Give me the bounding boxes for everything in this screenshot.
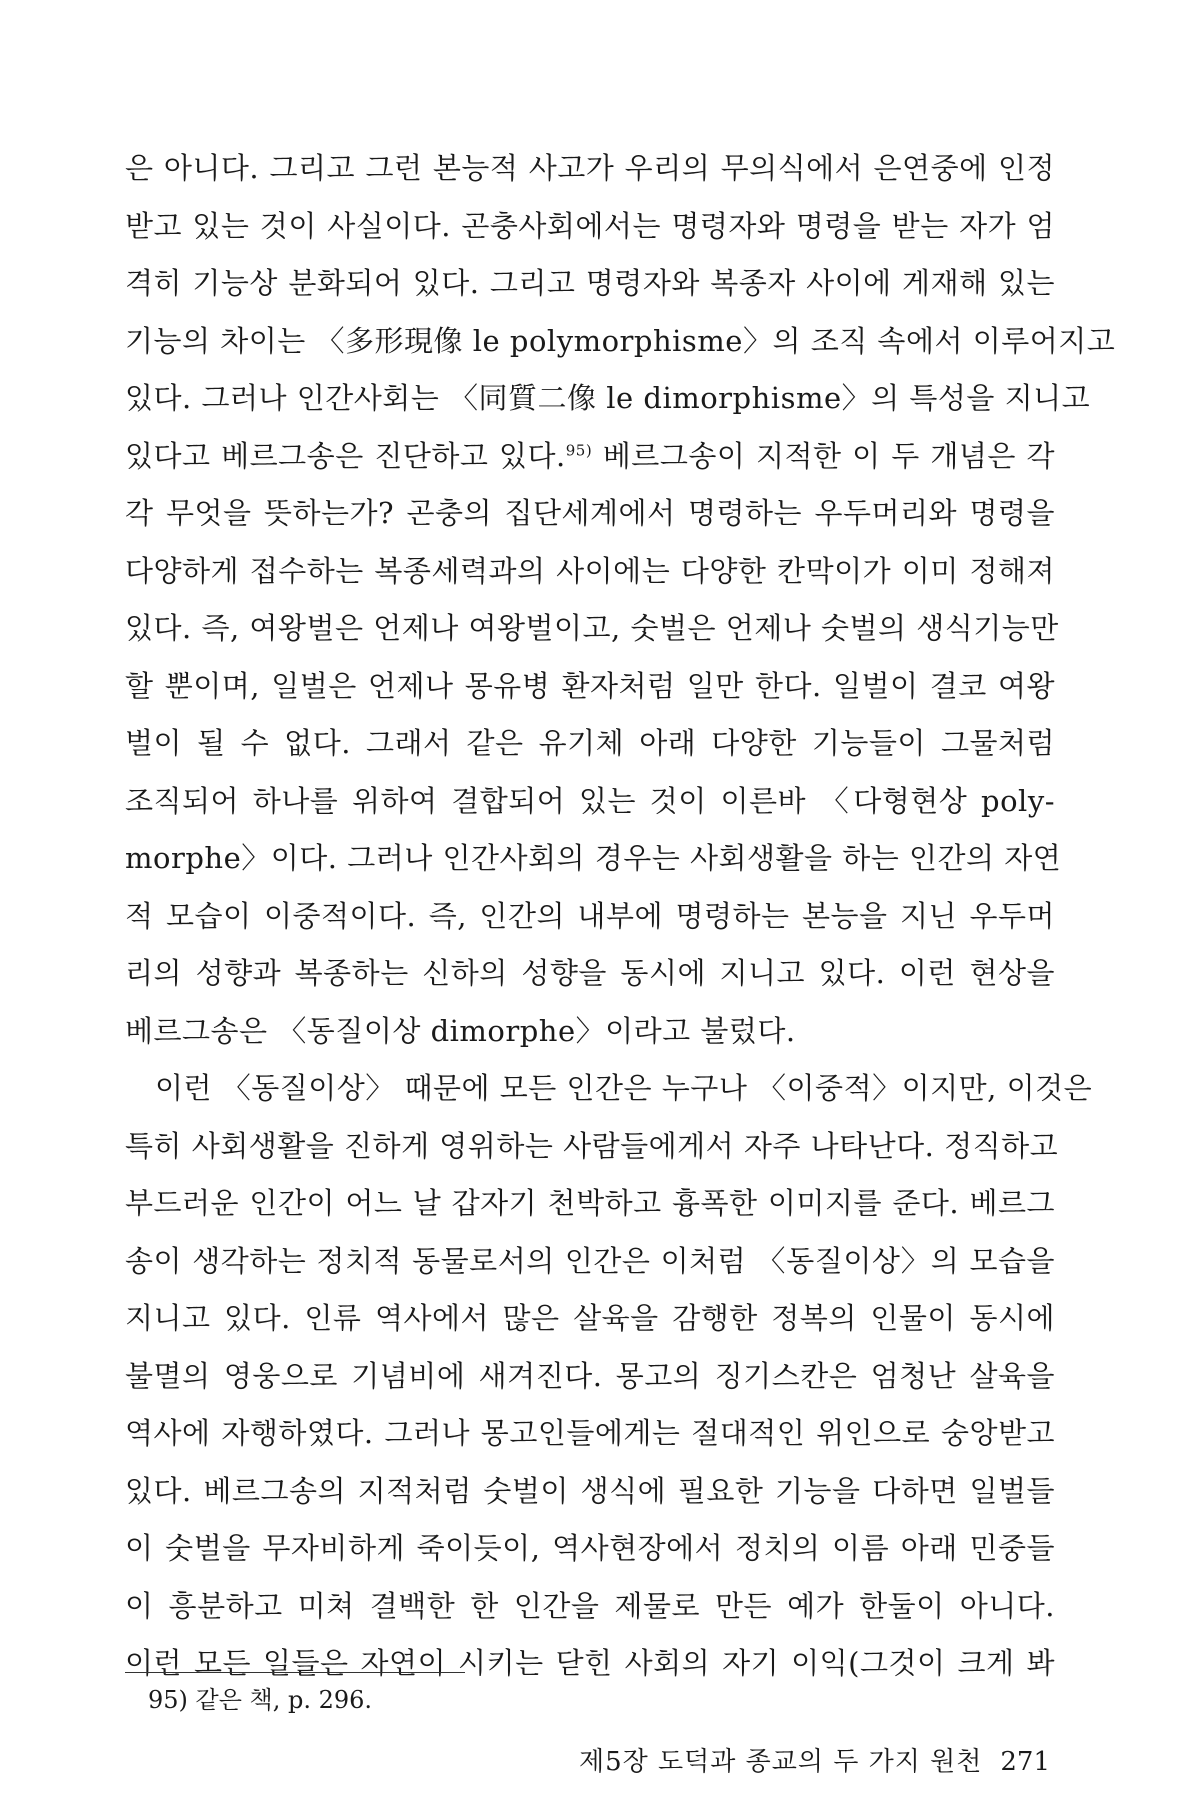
text-line: 이 흥분하고 미쳐 결백한 한 인간을 제물로 만든 예가 한둘이 아니다. [125, 1588, 1055, 1623]
running-footer [0, 1742, 1050, 1782]
text-line-with-footnote-ref [125, 428, 1055, 486]
text-line: 송이 생각하는 정치적 동물로서의 인간은 이처럼 〈동질이상〉의 모습을 [125, 1243, 1055, 1278]
body-text [125, 140, 1116, 1693]
text-line: 벌이 될 수 없다. 그래서 같은 유기체 아래 다양한 기능들이 그물처럼 [125, 726, 1055, 760]
text-segment: 있다고 베르그송은 진단하고 있다. [125, 438, 566, 473]
text-line: 지니고 있다. 인류 역사에서 많은 살육을 감행한 정복의 인물이 동시에 [125, 1301, 1055, 1335]
paragraph-first-line: 이런 〈동질이상〉 때문에 모든 인간은 누구나 〈이중적〉이지만, 이것은 [155, 1071, 1093, 1105]
text-line: 특히 사회생활을 진하게 영위하는 사람들에게서 자주 나타난다. 정직하고 [125, 1128, 1059, 1163]
page-number: 271 [1000, 1747, 1050, 1777]
text-line: 다양하게 접수하는 복종세력과의 사이에는 다양한 칸막이가 이미 정해져 [125, 553, 1055, 588]
text-line: 은 아니다. 그리고 그런 본능적 사고가 우리의 무의식에서 은연중에 인정 [125, 151, 1055, 185]
footnote: 95) 같은 책, p. 296. [148, 1686, 373, 1714]
footnote-divider [125, 1672, 465, 1673]
text-line: 불멸의 영웅으로 기념비에 새겨진다. 몽고의 징기스칸은 엄청난 살육을 [125, 1358, 1055, 1393]
text-line: 적 모습이 이중적이다. 즉, 인간의 내부에 명령하는 본능을 지닌 우두머 [125, 898, 1055, 933]
text-line: 부드러운 인간이 어느 날 갑자기 천박하고 흉폭한 이미지를 준다. 베르그 [125, 1186, 1055, 1220]
text-line: 이 숫벌을 무자비하게 죽이듯이, 역사현장에서 정치의 이름 아래 민중들 [125, 1531, 1055, 1565]
text-line: 역사에 자행하였다. 그러나 몽고인들에게는 절대적인 위인으로 숭앙받고 [125, 1416, 1055, 1450]
text-line: 기능의 차이는 〈多形現像 le polymorphisme〉의 조직 속에서 이루어지고 [125, 323, 1116, 358]
footnote-reference: 95) [565, 440, 593, 459]
text-line: 이런 모든 일들은 자연이 시키는 닫힌 사회의 자기 이익(그것이 크게 봐 [125, 1646, 1055, 1680]
chapter-title: 제5장 도덕과 종교의 두 가지 원천 [578, 1747, 983, 1777]
text-line: 리의 성향과 복종하는 신하의 성향을 동시에 지니고 있다. 이런 현상을 [125, 956, 1055, 990]
text-line: 받고 있는 것이 사실이다. 곤충사회에서는 명령자와 명령을 받는 자가 엄 [125, 208, 1055, 243]
text-line: morphe〉이다. 그러나 인간사회의 경우는 사회생활을 하는 인간의 자연 [125, 841, 1062, 875]
text-line: 할 뿐이며, 일벌은 언제나 몽유병 환자처럼 일만 한다. 일벌이 결코 여왕 [125, 668, 1055, 703]
text-segment: 베르그송이 지적한 이 두 개념은 각 [592, 438, 1055, 473]
text-line: 격히 기능상 분화되어 있다. 그리고 명령자와 복종자 사이에 게재해 있는 [125, 266, 1055, 300]
text-line: 각 무엇을 뜻하는가? 곤충의 집단세계에서 명령하는 우두머리와 명령을 [125, 496, 1055, 530]
text-line: 있다. 베르그송의 지적처럼 숫벌이 생식에 필요한 기능을 다하면 일벌들 [125, 1473, 1055, 1508]
text-line: 조직되어 하나를 위하여 결합되어 있는 것이 이른바 〈다형현상 poly- [125, 783, 1055, 818]
text-line: 있다. 즉, 여왕벌은 언제나 여왕벌이고, 숫벌은 언제나 숫벌의 생식기능만 [125, 611, 1059, 645]
text-line: 베르그송은 〈동질이상 dimorphe〉이라고 불렀다. [125, 1013, 796, 1048]
text-line: 있다. 그러나 인간사회는 〈同質二像 le dimorphisme〉의 특성을 지니고 [125, 381, 1091, 415]
